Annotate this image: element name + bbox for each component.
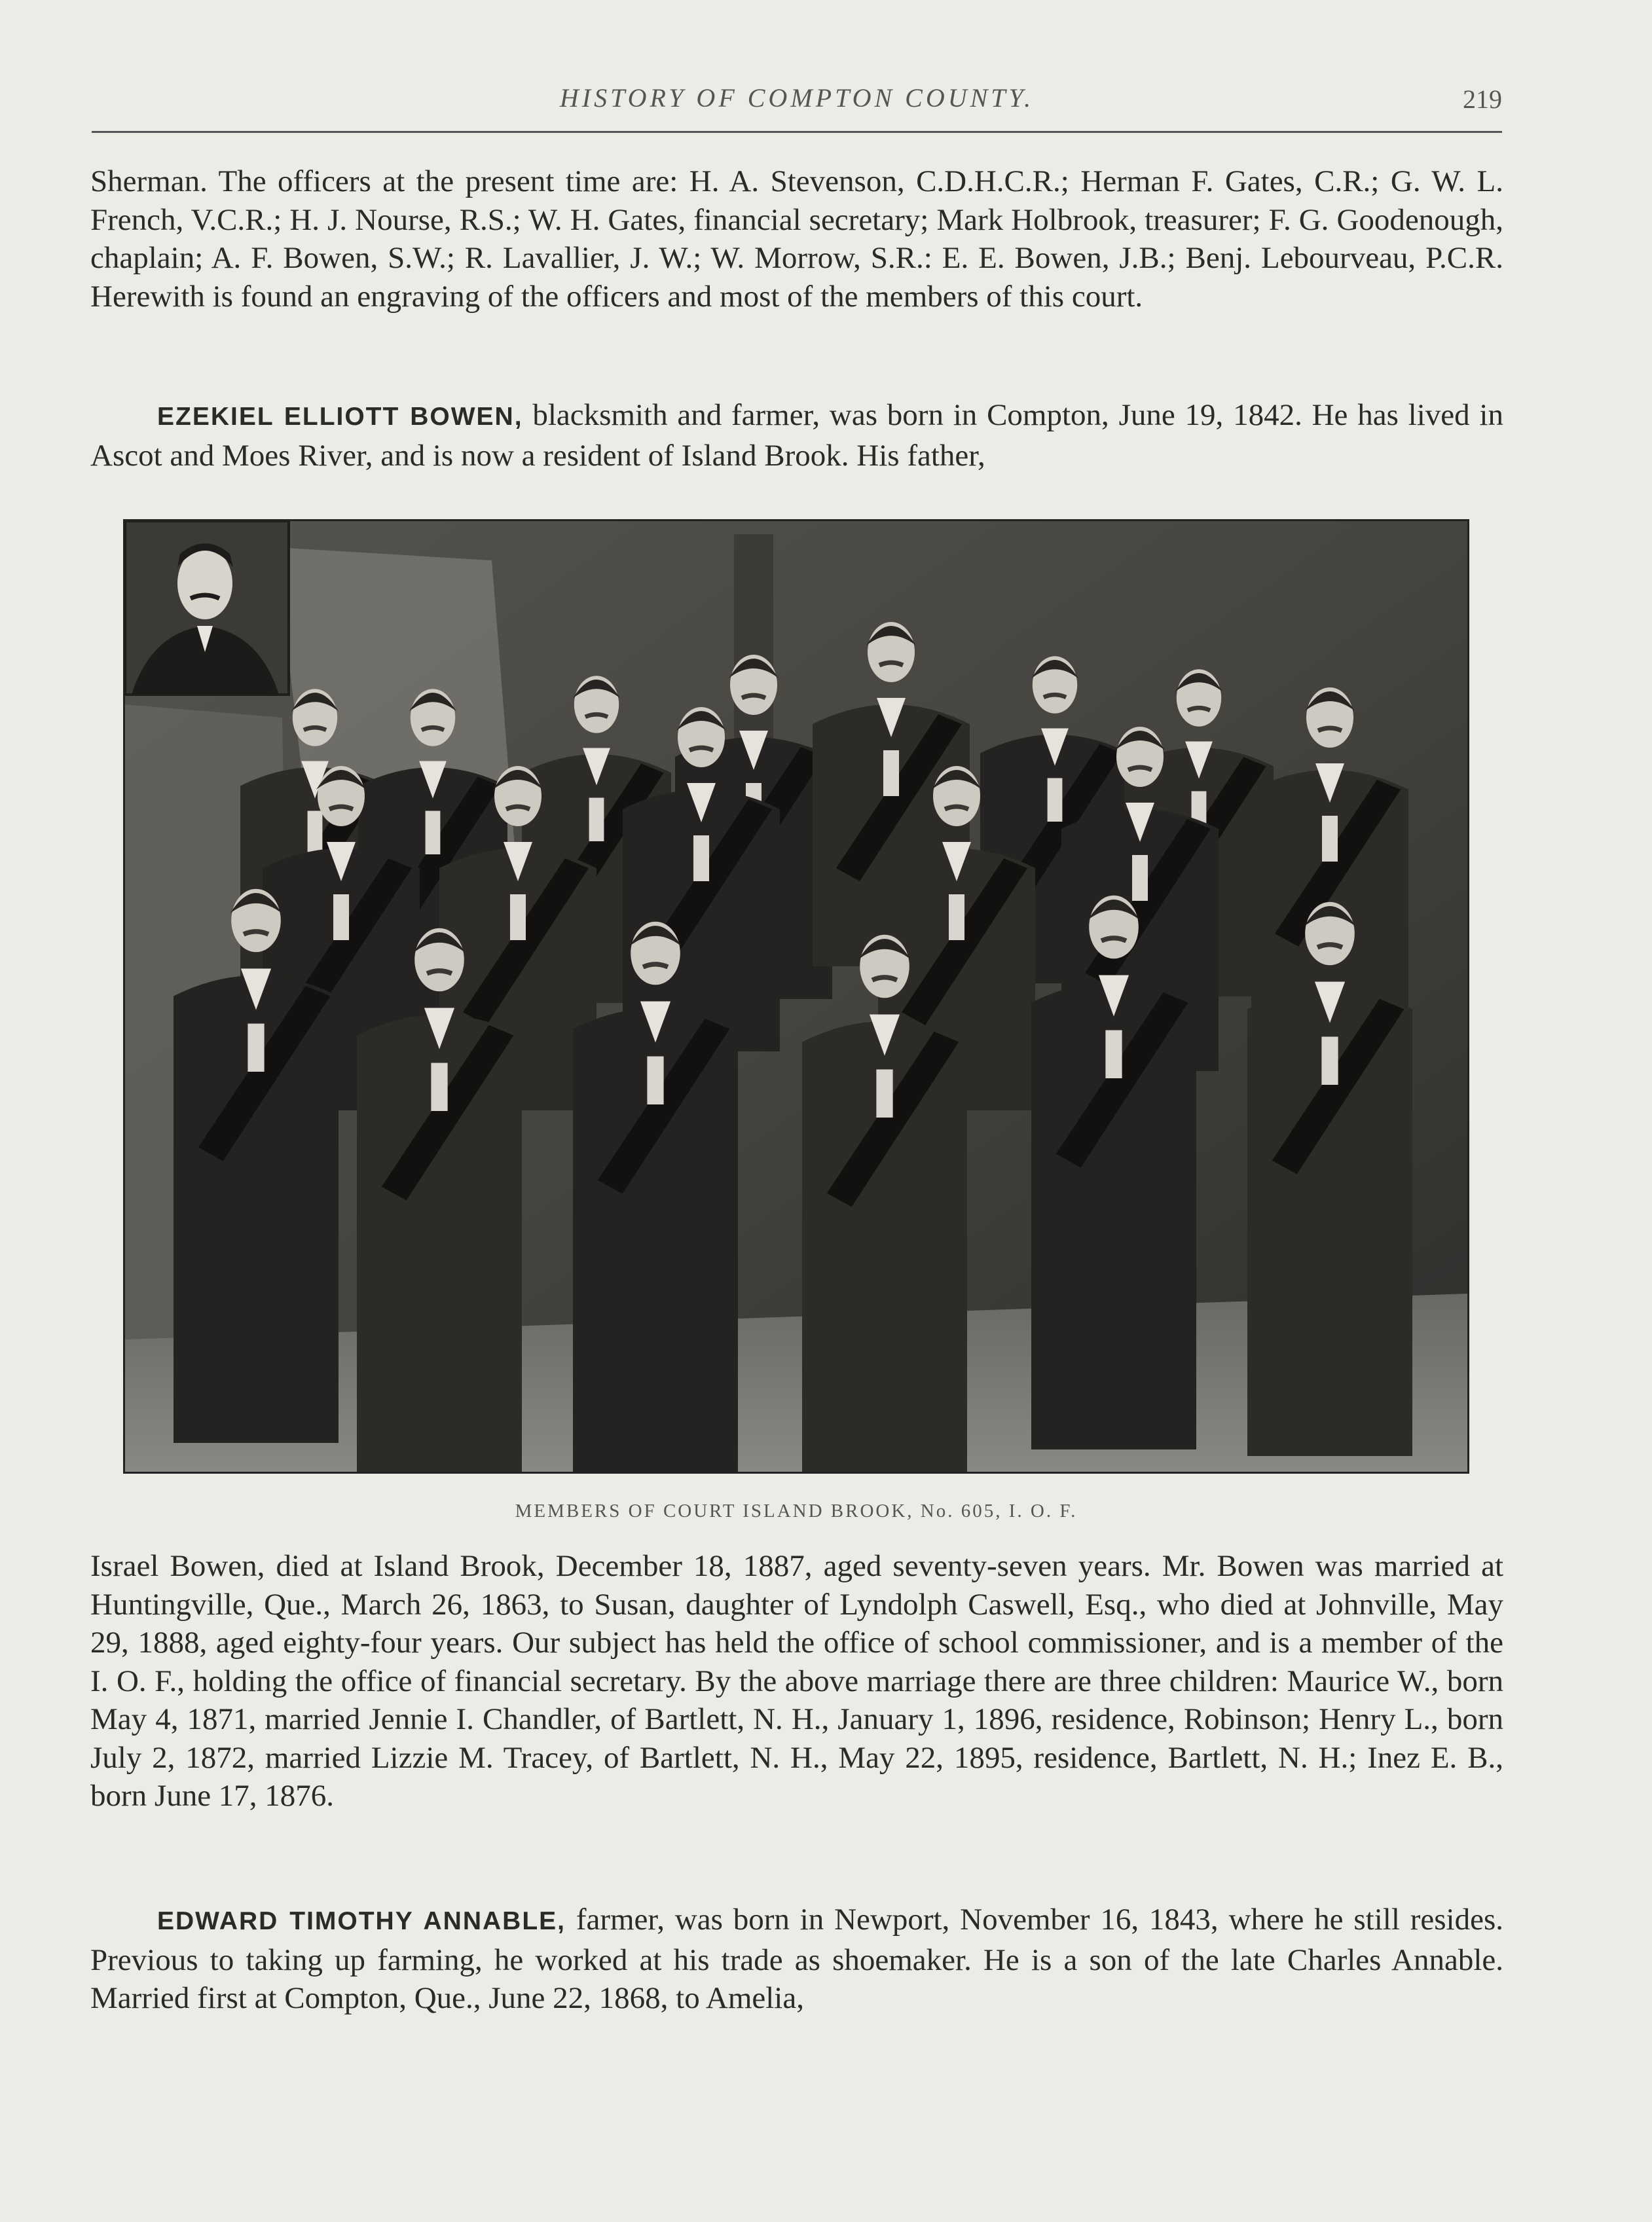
running-header xyxy=(92,79,1502,133)
group-photograph xyxy=(123,519,1469,1474)
paragraph-officers: Sherman. The officers at the present time are: H. A. Stevenson, C.D.H.C.R.; Herman F. Gates, C.R.; G. W. L. French, V.C.R.; H. J. Nourse, R.S.; W. H. Gates, financial secretary; Mark Holbrook, treasurer; F. G. Goodenough, chaplain; A. F. Bowen, S.W.; R. Lavallier, J. W.; W. Morrow, S.R.: E. E. Bowen, J.B.; Benj. Lebourveau, P.C.R. Herewith is found an engraving of the officers and most of the members of this court. xyxy=(90,164,1503,314)
entry-name-annable: EDWARD TIMOTHY ANNABLE, xyxy=(157,1907,566,1935)
paragraph-israel-bowen: Israel Bowen, died at Island Brook, December 18, 1887, aged seventy-seven years. Mr. Bowen was married at Huntingville, Que., March 26, 1863, to Susan, daughter of Lyndolph Caswell, Esq., who died at Johnville, May 29, 1888, aged eighty-four years. Our subject has held the office of school commissioner, and is a member of the I. O. F., holding the office of financial secretary. By the above marriage there are three children: Maurice W., born May 4, 1871, married Jennie I. Chandler, of Bartlett, N. H., January 1, 1896, residence, Robinson; Henry L., born July 2, 1872, married Lizzie M. Tracey, of Bartlett, N. H., May 22, 1895, residence, Bartlett, N. H.; Inez E. B., born June 17, 1876. xyxy=(90,1549,1503,1813)
paragraph-bowen xyxy=(90,396,1503,475)
entry-text-annable: farmer, was born in Newport, November 16, 1843, where he still resides. Previous to taking up farming, he worked at his trade as shoemaker. He is a son of the late Charles Annable. Married first at Compton, Que., June 22, 1868, to Amelia, xyxy=(90,1903,1503,2015)
paragraph-annable xyxy=(90,1901,1503,2018)
entry-text-bowen: blacksmith and farmer, was born in Compton, June 19, 1842. He has lived in Ascot and Moes River, and is now a resident of Island Brook. His father, xyxy=(90,398,1503,473)
page-number: 219 xyxy=(1463,84,1502,114)
photograph-engraving xyxy=(125,521,1467,1472)
running-title: HISTORY OF COMPTON COUNTY. xyxy=(559,83,1035,113)
photo-caption: MEMBERS OF COURT ISLAND BROOK, No. 605, I. O. F. xyxy=(515,1501,1078,1521)
entry-name-bowen: EZEKIEL ELLIOTT BOWEN, xyxy=(157,403,523,431)
